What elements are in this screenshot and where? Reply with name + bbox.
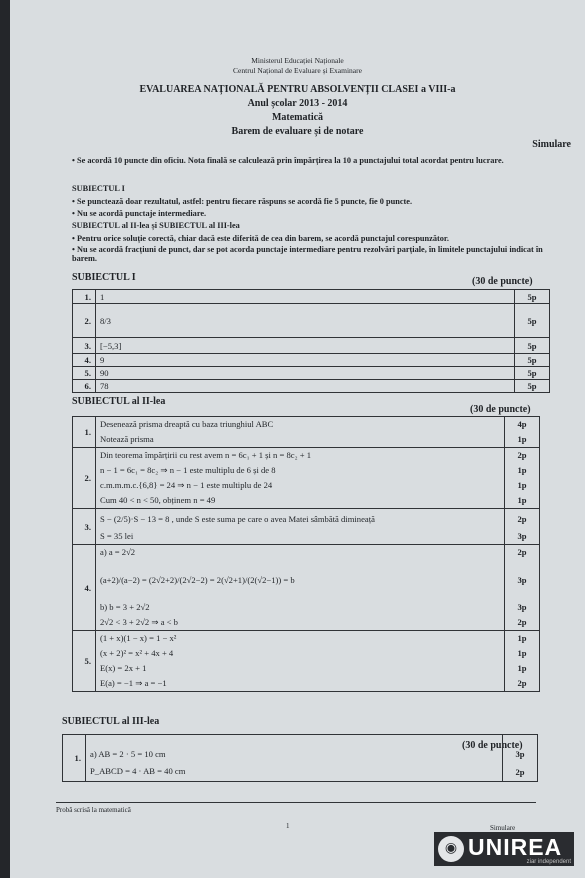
item-number: 4. xyxy=(73,545,96,631)
s3-points: (30 de puncte) xyxy=(462,740,523,751)
points-value: 3p xyxy=(517,575,527,585)
s1-table xyxy=(72,289,550,393)
item-number: 2. xyxy=(73,304,96,338)
rule-item: • Pentru orice soluție corectă, chiar dacă este diferită de cea din barem, se acordă punctajul corespunzător. xyxy=(72,234,449,243)
points-cell xyxy=(503,735,538,782)
item-number: 5. xyxy=(73,367,96,380)
solution-line: (a+2)/(a−2) = (2√2+2)/(2√2−2) = 2(√2+1)/(2(√2−1)) = b xyxy=(100,575,295,585)
rule-item: • Nu se acordă fracțiuni de punct, dar se pot acorda punctaje intermediare pentru rezolvări parțiale, în limitele punctajului indicat în barem. xyxy=(72,245,543,263)
item-number: 1. xyxy=(63,735,86,782)
points-value: 2p xyxy=(515,767,525,777)
solution-line: E(x) = 2x + 1 xyxy=(100,663,147,673)
table-row xyxy=(73,509,540,545)
points-value: 1p xyxy=(517,633,527,643)
item-number: 1. xyxy=(73,417,96,448)
rule-item: • Se punctează doar rezultatul, astfel: pentru fiecare răspuns se acordă fie 5 puncte, fie 0 puncte. xyxy=(72,197,413,206)
solution-cell xyxy=(96,545,505,631)
item-number: 5. xyxy=(73,631,96,692)
subject-name: Matematică xyxy=(271,112,324,123)
item-number: 1. xyxy=(73,290,96,304)
solution-line: (x + 2)² = x² + 4x + 4 xyxy=(100,648,174,658)
document-page xyxy=(10,0,585,878)
points-value: 2p xyxy=(517,514,527,524)
solution-cell xyxy=(96,509,505,545)
center-line: Centrul Național de Evaluare și Examinare xyxy=(233,66,362,75)
rules-s23-title: SUBIECTUL al II-lea și SUBIECTUL al III-lea xyxy=(72,221,240,230)
solution-cell xyxy=(96,631,505,692)
solution-line: P_ABCD = 4 · AB = 40 cm xyxy=(90,765,186,776)
points-value: 1p xyxy=(517,663,527,673)
solution-line: b) b = 3 + 2√2 xyxy=(100,602,150,612)
item-number: 2. xyxy=(73,448,96,509)
solution-line: E(a) = −1 ⇒ a = −1 xyxy=(100,678,167,688)
table-row xyxy=(73,354,550,367)
ministry-line: Ministerul Educației Naționale xyxy=(251,56,344,65)
solution-line: (1 + x)(1 − x) = 1 − x² xyxy=(100,633,177,643)
solution-line: S = 35 lei xyxy=(100,531,134,541)
table-row xyxy=(73,448,540,509)
solution-cell xyxy=(96,448,505,509)
points-value: 3p xyxy=(517,602,527,612)
points-value: 2p xyxy=(517,617,527,627)
answer-cell: 90 xyxy=(96,367,515,380)
s1-title: SUBIECTUL I xyxy=(72,272,136,283)
exam-title: EVALUAREA NAȚIONALĂ PENTRU ABSOLVENȚII CLASEI a VIII-a xyxy=(139,84,456,95)
points-value: 1p xyxy=(517,495,527,505)
s2-title: SUBIECTUL al II-lea xyxy=(72,396,166,407)
points-value: 1p xyxy=(517,480,527,490)
rules-s1-title: SUBIECTUL I xyxy=(72,184,125,193)
points-cell xyxy=(505,545,540,631)
table-row xyxy=(73,338,550,354)
solution-line: a) a = 2√2 xyxy=(100,547,136,557)
footer-rule xyxy=(56,802,536,803)
solution-cell xyxy=(86,735,503,782)
page-number: 1 xyxy=(286,822,290,830)
table-row xyxy=(73,380,550,393)
s2-points: (30 de puncte) xyxy=(470,404,531,415)
points-cell xyxy=(505,509,540,545)
s2-table xyxy=(72,416,540,692)
points-value: 3p xyxy=(515,749,525,759)
table-row xyxy=(73,545,540,631)
general-rule: • Se acordă 10 puncte din oficiu. Nota finală se calculează prin împărțirea la 10 a punctajului total acordat pentru lucrare. xyxy=(72,156,504,165)
points-value: 2p xyxy=(517,678,527,688)
answer-cell: 9 xyxy=(96,354,515,367)
table-row xyxy=(73,367,550,380)
solution-line: Cum 40 < n < 50, obținem n = 49 xyxy=(100,495,216,505)
newspaper-logo xyxy=(434,832,574,866)
points-cell: 5p xyxy=(515,338,550,354)
logo-subtext: ziar independent xyxy=(526,859,571,865)
solution-line: S − (2/5)·S − 13 = 8 , unde S este suma pe care o avea Matei sâmbătă dimineață xyxy=(100,514,375,524)
solution-line: n − 1 = 6c₁ = 8c₂ ⇒ n − 1 este multiplu de 6 și de 8 xyxy=(100,465,276,475)
points-cell: 5p xyxy=(515,367,550,380)
school-year: Anul școlar 2013 - 2014 xyxy=(247,98,348,109)
rule-item: • Nu se acordă punctaje intermediare. xyxy=(72,209,207,218)
solution-line: Notează prisma xyxy=(100,434,154,444)
points-cell: 5p xyxy=(515,354,550,367)
solution-line: 2√2 < 3 + 2√2 ⇒ a < b xyxy=(100,617,178,627)
s1-points: (30 de puncte) xyxy=(472,276,533,287)
item-number: 3. xyxy=(73,509,96,545)
table-row xyxy=(63,735,538,782)
answer-cell: 8/3 xyxy=(96,304,515,338)
points-cell xyxy=(505,631,540,692)
table-row xyxy=(73,631,540,692)
answer-cell: 1 xyxy=(96,290,515,304)
points-value: 1p xyxy=(517,434,527,444)
s3-table xyxy=(62,734,538,782)
points-value: 1p xyxy=(517,465,527,475)
points-value: 4p xyxy=(517,419,527,429)
points-value: 2p xyxy=(517,547,527,557)
table-row xyxy=(73,304,550,338)
item-number: 6. xyxy=(73,380,96,393)
points-cell xyxy=(505,448,540,509)
table-row xyxy=(73,417,540,448)
points-cell: 5p xyxy=(515,290,550,304)
solution-line: c.m.m.m.c.{6,8} = 24 ⇒ n − 1 este multiplu de 24 xyxy=(100,480,273,490)
answer-cell: [−5,3] xyxy=(96,338,515,354)
s3-title: SUBIECTUL al III-lea xyxy=(62,716,160,727)
variant-label: Simulare xyxy=(532,139,571,150)
points-cell: 5p xyxy=(515,380,550,393)
solution-line: Din teorema împărțirii cu rest avem n = 6c₁ + 1 și n = 8c₂ + 1 xyxy=(100,450,312,460)
document-title: Barem de evaluare și de notare xyxy=(231,126,364,137)
solution-line: a) AB = 2 · 5 = 10 cm xyxy=(90,748,166,759)
solution-line: Desenează prisma dreaptă cu baza triunghiul ABC xyxy=(100,419,274,429)
points-value: 1p xyxy=(517,648,527,658)
table-row xyxy=(73,290,550,304)
item-number: 3. xyxy=(73,338,96,354)
solution-cell xyxy=(96,417,505,448)
footer-left: Probă scrisă la matematică xyxy=(56,806,131,814)
item-number: 4. xyxy=(73,354,96,367)
seal-icon: ◉ xyxy=(438,836,464,862)
answer-cell: 78 xyxy=(96,380,515,393)
footer-right: Simulare xyxy=(490,824,516,832)
points-cell: 5p xyxy=(515,304,550,338)
points-cell xyxy=(505,417,540,448)
logo-text: UNIREA xyxy=(468,834,563,860)
points-value: 2p xyxy=(517,450,527,460)
points-value: 3p xyxy=(517,531,527,541)
